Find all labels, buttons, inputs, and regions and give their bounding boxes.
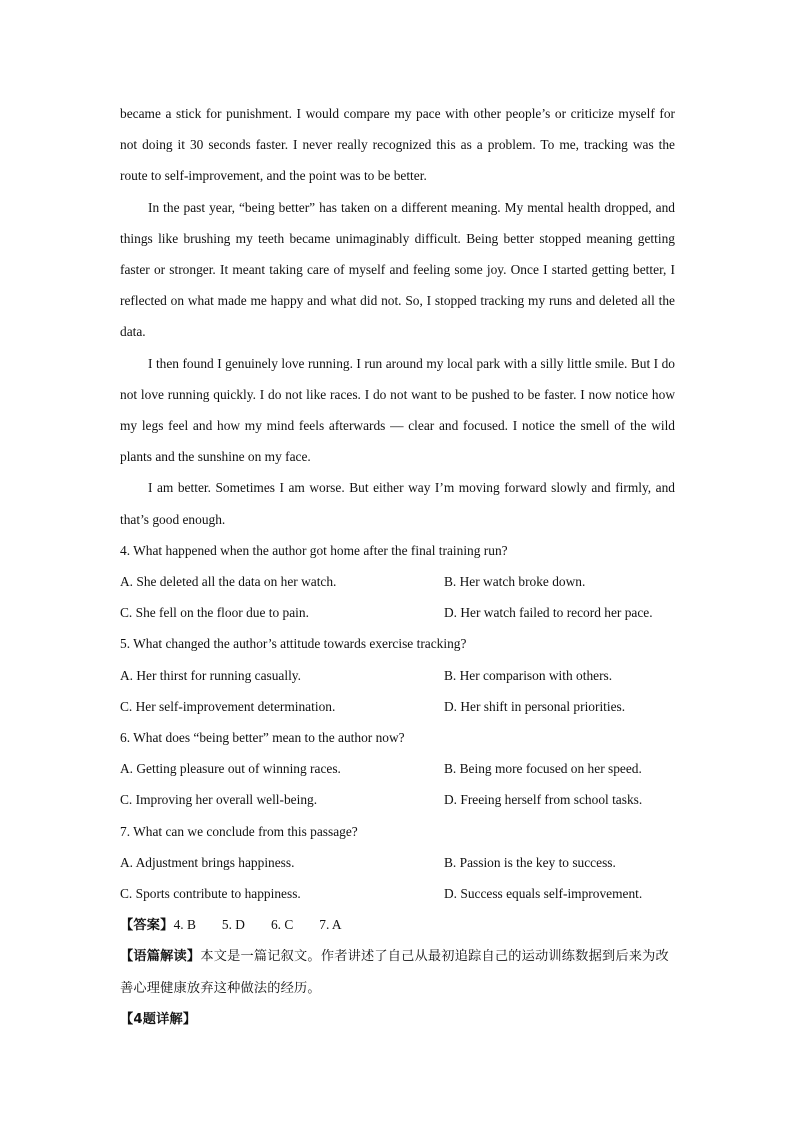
interpretation-label: 【语篇解读】 [120, 949, 201, 965]
question-6 [120, 722, 675, 816]
option-b: B. Her watch broke down. [444, 574, 586, 590]
document-content [120, 98, 675, 1035]
option-c: C. Improving her overall well-being. [120, 792, 318, 808]
option-a: A. Adjustment brings happiness. [120, 854, 295, 870]
option-d: D. Her shift in personal priorities. [444, 698, 626, 714]
option-c: C. Her self-improvement determination. [120, 698, 336, 714]
answer-5: 5. D [221, 917, 245, 933]
option-c: C. Sports contribute to happiness. [120, 886, 301, 902]
option-a: A. Her thirst for running casually. [120, 667, 301, 683]
interpretation-text: 本文是一篇记叙文。作者讲述了自己从最初追踪自己的运动训练数据到后来为改善心理健康放弃这种做法的经历。 [120, 949, 669, 996]
answer-4: 4. B [173, 917, 196, 933]
option-b: B. Her comparison with others. [444, 667, 613, 683]
passage-paragraph-3: I then found I genuinely love running. I run around my local park with a silly little smile. But I do not love running quickly. I do not like races. I do not want to be pushed to be faster. I now notice how my legs feel and how my mind feels afterwards — clear and focused. I notice the smell of the wild plants and the sunshine on my face. [120, 355, 675, 465]
question-options [120, 660, 675, 722]
question-5 [120, 628, 675, 722]
question-4 [120, 535, 675, 629]
answer-key [120, 909, 675, 941]
question-stem: 6. What does “being better” mean to the author now? [120, 730, 405, 746]
question-options [120, 753, 675, 815]
passage-paragraph-2: In the past year, “being better” has taken on a different meaning. My mental health dropped, and things like brushing my teeth became unimaginably difficult. Being better stopped meaning getting faster or stronger. It meant taking care of myself and feeling some joy. Once I started getting better, I reflected on what made me happy and what did not. So, I stopped tracking my runs and deleted all the data. [120, 199, 675, 340]
question-7 [120, 816, 675, 910]
option-b: B. Passion is the key to success. [444, 854, 616, 870]
option-a: A. She deleted all the data on her watch. [120, 574, 337, 590]
question-stem: 5. What changed the author’s attitude towards exercise tracking? [120, 636, 467, 652]
answer-7: 7. A [319, 917, 342, 933]
passage-paragraph-1: became a stick for punishment. I would compare my pace with other people’s or criticize myself for not doing it 30 seconds faster. I never really recognized this as a problem. To me, tracking was the route to self-improvement, and the point was to be better. [120, 106, 675, 184]
option-d: D. Her watch failed to record her pace. [444, 605, 653, 621]
option-b: B. Being more focused on her speed. [444, 761, 642, 777]
question-stem: 4. What happened when the author got home after the final training run? [120, 542, 508, 558]
passage-paragraph-4: I am better. Sometimes I am worse. But either way I’m moving forward slowly and firmly, and that’s good enough. [120, 480, 675, 527]
question-stem: 7. What can we conclude from this passage? [120, 823, 358, 839]
question-options [120, 566, 675, 628]
option-d: D. Success equals self-improvement. [444, 886, 643, 902]
option-d: D. Freeing herself from school tasks. [444, 792, 643, 808]
answer-6: 6. C [270, 917, 294, 933]
answer-label: 【答案】 [120, 918, 174, 934]
detail-heading: 【4题详解】 [120, 1011, 197, 1027]
option-a: A. Getting pleasure out of winning races. [120, 761, 341, 777]
passage-interpretation [120, 941, 675, 1003]
option-c: C. She fell on the floor due to pain. [120, 605, 309, 621]
question-options [120, 847, 675, 909]
